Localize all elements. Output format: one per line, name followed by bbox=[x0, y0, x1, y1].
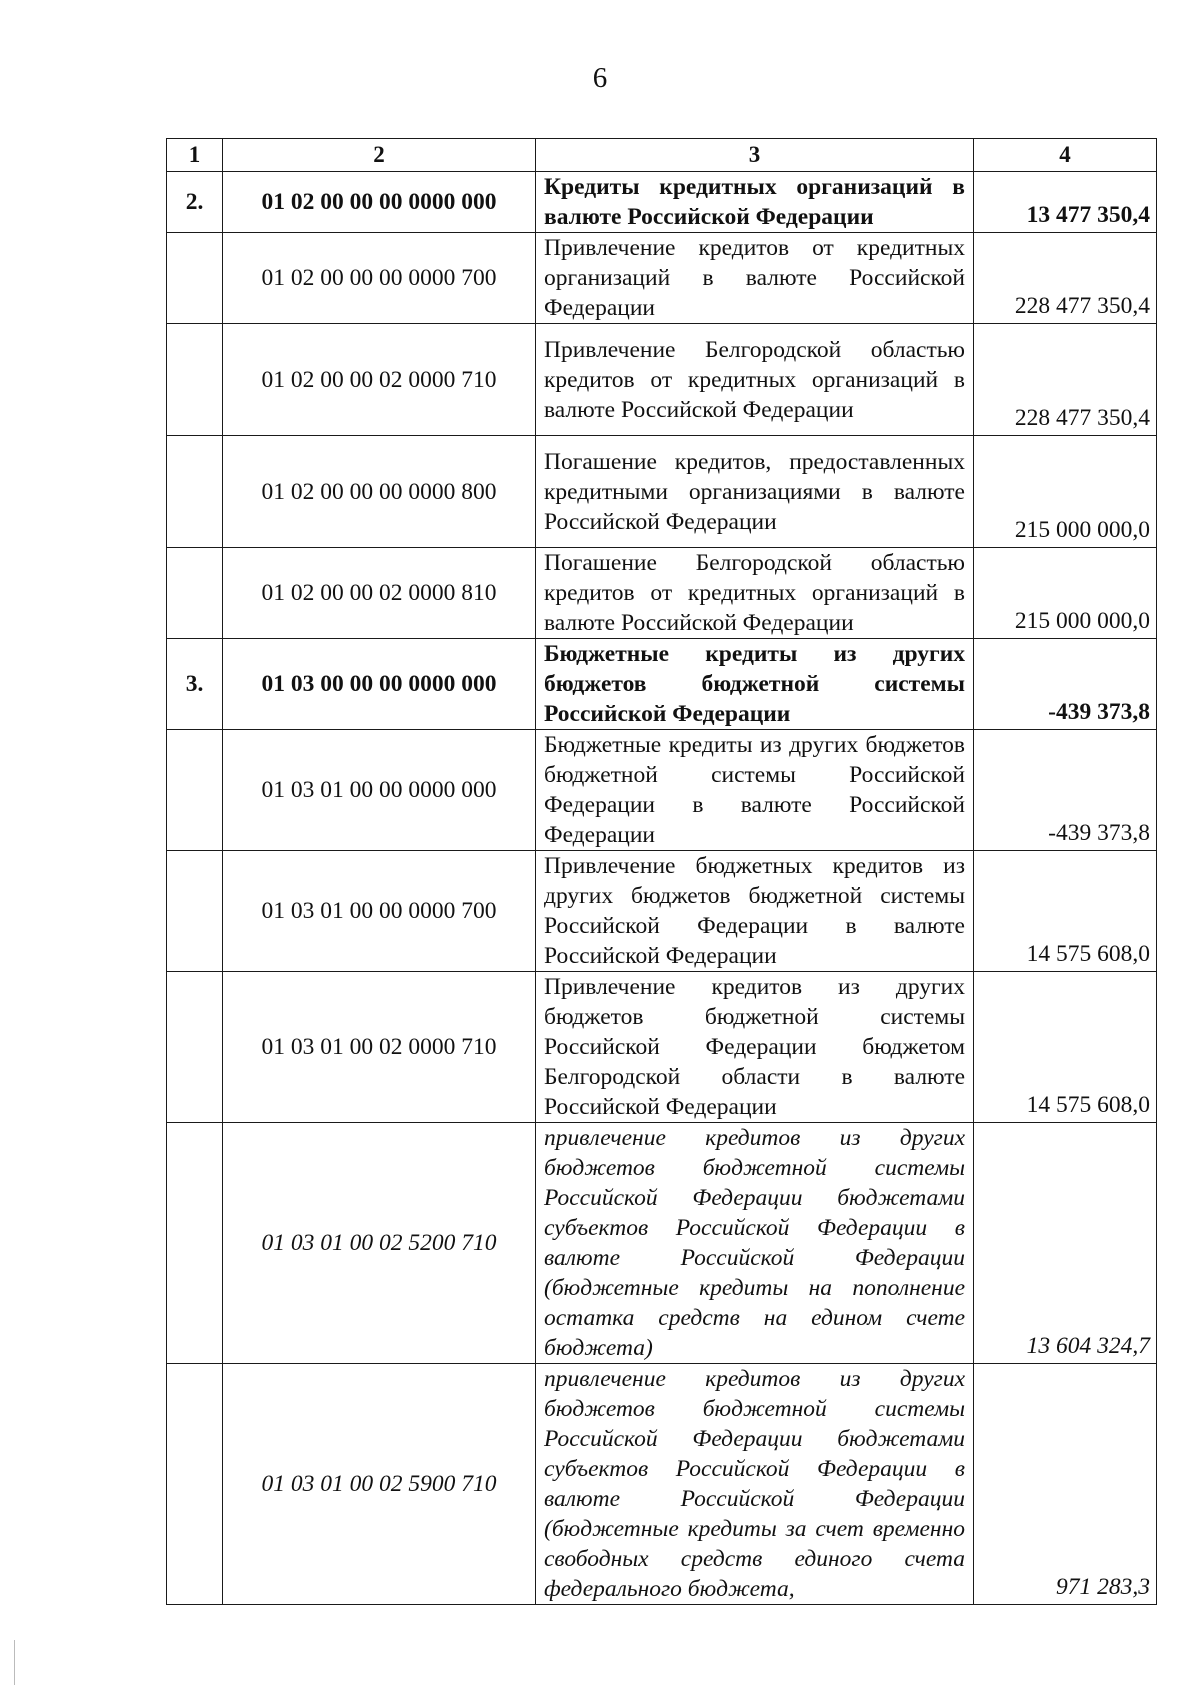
budget-code: 01 02 00 00 00 0000 700 bbox=[223, 233, 536, 324]
row-number bbox=[167, 1123, 223, 1364]
row-number bbox=[167, 436, 223, 548]
row-number bbox=[167, 548, 223, 639]
row-description bbox=[536, 730, 974, 851]
budget-code: 01 02 00 00 02 0000 810 bbox=[223, 548, 536, 639]
row-description-text: привлечение кредитов из других бюджетов бюджетной системы Российской Федерации бюджетами субъектов Российской Федерации в валюте Российской Федерации (бюджетные кредиты на пополнение остатка средств на едином счете бюджета) bbox=[544, 1125, 965, 1361]
row-description-text: Бюджетные кредиты из других бюджетов бюджетной системы Российской Федерации в валюте Российской Федерации bbox=[544, 732, 965, 848]
table-row bbox=[167, 851, 1157, 972]
table-row bbox=[167, 972, 1157, 1123]
table-row bbox=[167, 639, 1157, 730]
row-number bbox=[167, 233, 223, 324]
budget-code: 01 02 00 00 00 0000 800 bbox=[223, 436, 536, 548]
row-description-text: Привлечение кредитов от кредитных организаций в валюте Российской Федерации bbox=[544, 235, 965, 321]
table-row bbox=[167, 436, 1157, 548]
row-description-text: Кредиты кредитных организаций в валюте Российской Федерации bbox=[544, 174, 965, 230]
column-header-4: 4 bbox=[974, 139, 1157, 172]
row-amount: 14 575 608,0 bbox=[974, 972, 1157, 1123]
row-description bbox=[536, 639, 974, 730]
row-description-text: Привлечение бюджетных кредитов из других бюджетов бюджетной системы Российской Федерации в валюте Российской Федерации bbox=[544, 853, 965, 969]
budget-sources-table bbox=[166, 138, 1157, 1605]
table-header-row bbox=[167, 139, 1157, 172]
table-row bbox=[167, 1123, 1157, 1364]
row-description bbox=[536, 233, 974, 324]
row-number: 2. bbox=[167, 172, 223, 233]
row-description bbox=[536, 172, 974, 233]
row-amount: 971 283,3 bbox=[974, 1364, 1157, 1605]
table-row bbox=[167, 233, 1157, 324]
table-row bbox=[167, 324, 1157, 436]
row-description bbox=[536, 324, 974, 436]
row-amount: 228 477 350,4 bbox=[974, 324, 1157, 436]
budget-code: 01 03 01 00 02 0000 710 bbox=[223, 972, 536, 1123]
row-description bbox=[536, 436, 974, 548]
row-description bbox=[536, 1364, 974, 1605]
budget-code: 01 03 01 00 02 5900 710 bbox=[223, 1364, 536, 1605]
margin-mark bbox=[14, 1640, 15, 1685]
row-amount: -439 373,8 bbox=[974, 730, 1157, 851]
row-amount: 14 575 608,0 bbox=[974, 851, 1157, 972]
table-row bbox=[167, 548, 1157, 639]
budget-code: 01 03 00 00 00 0000 000 bbox=[223, 639, 536, 730]
row-description-text: Бюджетные кредиты из других бюджетов бюджетной системы Российской Федерации bbox=[544, 641, 965, 727]
page-number: 6 bbox=[592, 62, 608, 94]
row-description-text: Привлечение Белгородской областью кредитов от кредитных организаций в валюте Российской Федерации bbox=[544, 336, 965, 423]
budget-code: 01 02 00 00 00 0000 000 bbox=[223, 172, 536, 233]
row-amount: 13 477 350,4 bbox=[974, 172, 1157, 233]
column-header-1: 1 bbox=[167, 139, 223, 172]
row-number bbox=[167, 1364, 223, 1605]
row-description-text: привлечение кредитов из других бюджетов бюджетной системы Российской Федерации бюджетами субъектов Российской Федерации в валюте Российской Федерации (бюджетные кредиты за счет временно свободных средств единого счета федерального бюджета, bbox=[544, 1366, 965, 1602]
row-amount: 228 477 350,4 bbox=[974, 233, 1157, 324]
row-description-text: Погашение кредитов, предоставленных кредитными организациями в валюте Российской Федерации bbox=[544, 448, 965, 535]
row-amount: -439 373,8 bbox=[974, 639, 1157, 730]
table-row bbox=[167, 172, 1157, 233]
row-description bbox=[536, 972, 974, 1123]
column-header-2: 2 bbox=[223, 139, 536, 172]
row-number bbox=[167, 324, 223, 436]
row-number: 3. bbox=[167, 639, 223, 730]
row-number bbox=[167, 851, 223, 972]
row-amount: 215 000 000,0 bbox=[974, 548, 1157, 639]
row-number bbox=[167, 972, 223, 1123]
row-description bbox=[536, 851, 974, 972]
row-description-text: Погашение Белгородской областью кредитов от кредитных организаций в валюте Российской Федерации bbox=[544, 550, 965, 636]
budget-code: 01 03 01 00 02 5200 710 bbox=[223, 1123, 536, 1364]
budget-code: 01 03 01 00 00 0000 700 bbox=[223, 851, 536, 972]
row-description bbox=[536, 1123, 974, 1364]
budget-code: 01 02 00 00 02 0000 710 bbox=[223, 324, 536, 436]
row-amount: 215 000 000,0 bbox=[974, 436, 1157, 548]
budget-code: 01 03 01 00 00 0000 000 bbox=[223, 730, 536, 851]
row-description bbox=[536, 548, 974, 639]
table-row bbox=[167, 730, 1157, 851]
row-description-text: Привлечение кредитов из других бюджетов бюджетной системы Российской Федерации бюджетом Белгородской области в валюте Российской Федерации bbox=[544, 974, 965, 1120]
row-amount: 13 604 324,7 bbox=[974, 1123, 1157, 1364]
table-row bbox=[167, 1364, 1157, 1605]
row-number bbox=[167, 730, 223, 851]
column-header-3: 3 bbox=[536, 139, 974, 172]
